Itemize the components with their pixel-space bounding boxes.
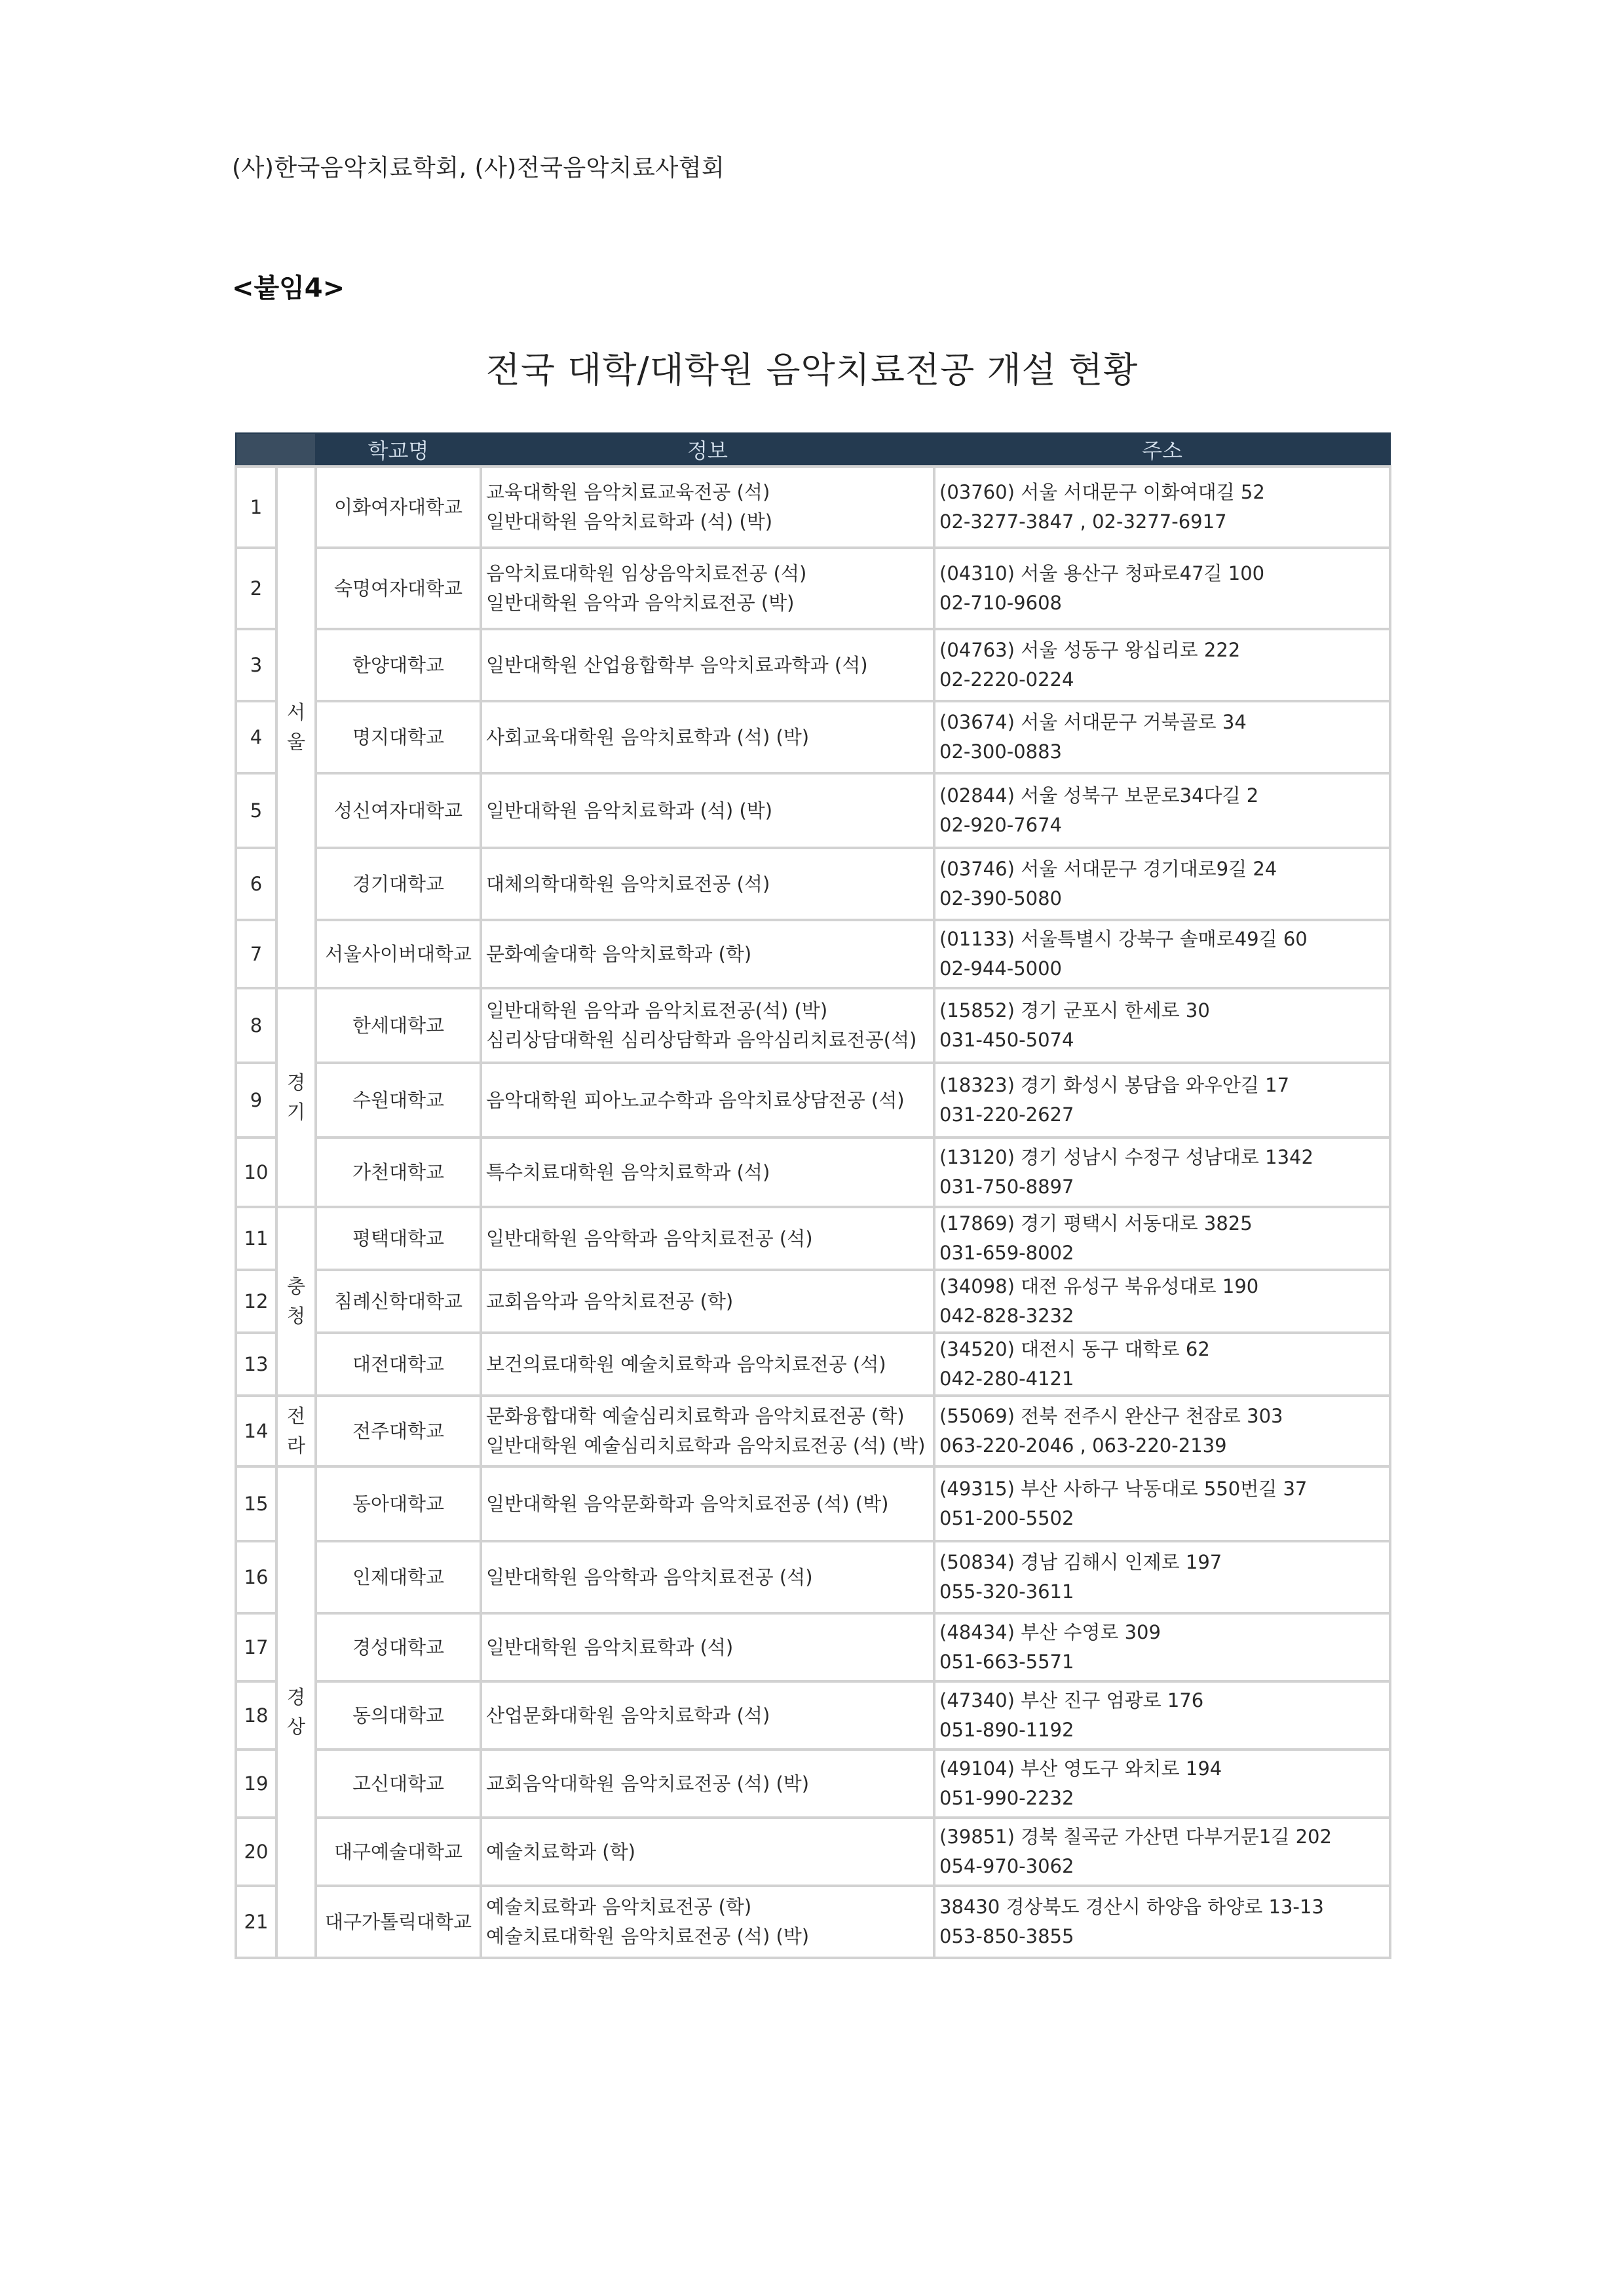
table-row [236,1207,1390,1270]
address-line: (34520) 대전시 동구 대학로 62 [939,1338,1210,1361]
attachment-label: <붙임4> [232,273,345,303]
row-number: 12 [236,1270,276,1333]
address-info [934,1270,1390,1333]
program-line: 일반대학원 예술심리치료학과 음악치료전공 (석) (박) [486,1434,926,1457]
organization-line: (사)한국음악치료학회, (사)전국음악치료사협회 [232,155,725,182]
row-number: 21 [236,1886,276,1958]
school-name: 동의대학교 [316,1681,481,1750]
program-line: 음악치료대학원 임상음악치료전공 (석) [486,562,807,585]
program-info [481,1396,934,1466]
address-info [934,629,1390,701]
phone-line: 031-750-8897 [939,1176,1074,1198]
program-line: 일반대학원 음악학과 음악치료전공 (석) [486,1227,813,1250]
address-line: (03674) 서울 서대문구 거북골로 34 [939,711,1247,734]
school-name: 동아대학교 [316,1466,481,1541]
table-row [236,1818,1390,1886]
address-line: (15852) 경기 군포시 한세로 30 [939,999,1210,1022]
address-line: (50834) 경남 김해시 인제로 197 [939,1551,1222,1574]
address-info [934,848,1390,920]
address-info [934,1886,1390,1958]
school-name: 대구예술대학교 [316,1818,481,1886]
program-line: 일반대학원 음악문화학과 음악치료전공 (석) (박) [486,1492,889,1515]
program-info [481,1063,934,1138]
address-info [934,1333,1390,1396]
row-number: 17 [236,1613,276,1681]
program-info [481,988,934,1063]
phone-line: 031-450-5074 [939,1029,1074,1051]
table-row [236,1681,1390,1750]
program-line: 문화융합대학 예술심리치료학과 음악치료전공 (학) [486,1405,905,1428]
school-name: 이화여자대학교 [316,467,481,548]
program-line: 산업문화대학원 음악치료학과 (석) [486,1704,770,1727]
phone-line: 02-2220-0224 [939,668,1074,691]
phone-line: 054-970-3062 [939,1855,1074,1877]
address-info [934,1466,1390,1541]
table-row [236,848,1390,920]
table-row [236,1138,1390,1207]
program-info [481,1750,934,1818]
phone-line: 063-220-2046 , 063-220-2139 [939,1434,1227,1457]
program-line: 일반대학원 음악과 음악치료전공(석) (박) [486,999,828,1022]
program-info [481,629,934,701]
school-name: 가천대학교 [316,1138,481,1207]
table-row [236,1396,1390,1466]
table-body [236,467,1390,1958]
program-info [481,1681,934,1750]
program-info [481,1613,934,1681]
school-name: 성신여자대학교 [316,773,481,848]
header-blank [236,433,316,467]
region-cell: 전라 [276,1396,316,1466]
document-title: 전국 대학/대학원 음악치료전공 개설 현황 [485,349,1139,391]
phone-line: 031-220-2627 [939,1103,1074,1126]
address-info [934,548,1390,629]
program-info [481,848,934,920]
school-name: 인제대학교 [316,1541,481,1613]
row-number: 9 [236,1063,276,1138]
phone-line: 051-990-2232 [939,1787,1074,1809]
row-number: 11 [236,1207,276,1270]
program-line: 대체의학대학원 음악치료전공 (석) [486,872,770,895]
address-line: (34098) 대전 유성구 북유성대로 190 [939,1275,1259,1298]
program-info [481,467,934,548]
address-line: (48434) 부산 수영로 309 [939,1621,1161,1644]
school-name: 서울사이버대학교 [316,920,481,988]
program-line: 음악대학원 피아노교수학과 음악치료상담전공 (석) [486,1088,905,1111]
table-row [236,1466,1390,1541]
address-line: 38430 경상북도 경산시 하양읍 하양로 13-13 [939,1896,1324,1919]
table-row [236,467,1390,548]
program-line: 일반대학원 음악치료학과 (석) (박) [486,510,773,533]
program-info [481,1541,934,1613]
program-line: 일반대학원 산업융합학부 음악치료과학과 (석) [486,653,868,676]
region-cell: 경상 [276,1466,316,1958]
row-number: 10 [236,1138,276,1207]
program-line: 예술치료학과 음악치료전공 (학) [486,1896,752,1919]
school-name: 고신대학교 [316,1750,481,1818]
row-number: 20 [236,1818,276,1886]
school-name: 침례신학대학교 [316,1270,481,1333]
program-line: 교회음악과 음악치료전공 (학) [486,1290,734,1312]
table-row [236,920,1390,988]
row-number: 3 [236,629,276,701]
address-line: (55069) 전북 전주시 완산구 천잠로 303 [939,1405,1283,1428]
address-line: (18323) 경기 화성시 봉담읍 와우안길 17 [939,1074,1290,1097]
program-line: 교육대학원 음악치료교육전공 (석) [486,481,770,504]
program-line: 일반대학원 음악치료학과 (석) [486,1636,734,1658]
address-line: (04310) 서울 용산구 청파로47길 100 [939,562,1265,585]
program-line: 예술치료대학원 음악치료전공 (석) (박) [486,1925,810,1947]
phone-line: 02-710-9608 [939,592,1062,614]
phone-line: 02-3277-3847 , 02-3277-6917 [939,510,1227,533]
address-info [934,920,1390,988]
table-row [236,1613,1390,1681]
row-number: 5 [236,773,276,848]
program-line: 예술치료학과 (학) [486,1840,635,1863]
region-cell: 충청 [276,1207,316,1396]
phone-line: 02-300-0883 [939,740,1062,763]
school-table [235,432,1391,1959]
phone-line: 051-200-5502 [939,1507,1074,1529]
row-number: 13 [236,1333,276,1396]
school-name: 평택대학교 [316,1207,481,1270]
phone-line: 02-390-5080 [939,887,1062,909]
address-line: (03760) 서울 서대문구 이화여대길 52 [939,481,1265,504]
address-info [934,701,1390,773]
table-row [236,1750,1390,1818]
header-address: 주소 [934,433,1390,467]
region-cell: 서울 [276,467,316,988]
program-line: 보건의료대학원 예술치료학과 음악치료전공 (석) [486,1352,886,1375]
address-info [934,773,1390,848]
address-line: (01133) 서울특별시 강북구 솔매로49길 60 [939,928,1308,951]
row-number: 16 [236,1541,276,1613]
address-line: (49104) 부산 영도구 와치로 194 [939,1757,1222,1780]
program-info [481,1333,934,1396]
program-line: 심리상담대학원 심리상담학과 음악심리치료전공(석) [486,1029,917,1051]
phone-line: 051-663-5571 [939,1651,1074,1673]
address-info [934,1613,1390,1681]
address-line: (39851) 경북 칠곡군 가산면 다부거문1길 202 [939,1826,1332,1848]
program-info [481,920,934,988]
program-info [481,1138,934,1207]
table-row [236,1063,1390,1138]
address-line: (17869) 경기 평택시 서동대로 3825 [939,1212,1253,1235]
address-info [934,1750,1390,1818]
region-cell: 경기 [276,988,316,1207]
address-info [934,1541,1390,1613]
phone-line: 055-320-3611 [939,1580,1074,1603]
address-line: (04763) 서울 성동구 왕십리로 222 [939,639,1241,662]
table-row [236,1886,1390,1958]
program-line: 일반대학원 음악학과 음악치료전공 (석) [486,1565,813,1588]
school-name: 한양대학교 [316,629,481,701]
program-line: 특수치료대학원 음악치료학과 (석) [486,1160,770,1183]
address-info [934,988,1390,1063]
row-number: 1 [236,467,276,548]
table-row [236,1270,1390,1333]
row-number: 19 [236,1750,276,1818]
row-number: 6 [236,848,276,920]
row-number: 4 [236,701,276,773]
row-number: 8 [236,988,276,1063]
program-line: 문화예술대학 음악치료학과 (학) [486,942,752,965]
table-header-row [236,433,1390,467]
phone-line: 053-850-3855 [939,1925,1074,1947]
program-line: 일반대학원 음악과 음악치료전공 (박) [486,592,795,614]
school-name: 전주대학교 [316,1396,481,1466]
school-name: 경기대학교 [316,848,481,920]
program-info [481,1270,934,1333]
program-info [481,1466,934,1541]
table-row [236,988,1390,1063]
school-name: 경성대학교 [316,1613,481,1681]
program-info [481,1207,934,1270]
table-row [236,701,1390,773]
program-info [481,1886,934,1958]
program-line: 교회음악대학원 음악치료전공 (석) (박) [486,1772,810,1795]
phone-line: 051-890-1192 [939,1719,1074,1741]
school-name: 숙명여자대학교 [316,548,481,629]
table-row [236,1333,1390,1396]
program-info [481,773,934,848]
address-line: (03746) 서울 서대문구 경기대로9길 24 [939,858,1277,881]
address-info [934,1138,1390,1207]
address-line: (47340) 부산 진구 엄광로 176 [939,1689,1204,1712]
school-name: 대전대학교 [316,1333,481,1396]
program-line: 일반대학원 음악치료학과 (석) (박) [486,799,773,822]
table-row [236,548,1390,629]
phone-line: 042-828-3232 [939,1305,1074,1327]
header-info: 정보 [481,433,934,467]
school-name: 대구가톨릭대학교 [316,1886,481,1958]
address-line: (02844) 서울 성북구 보문로34다길 2 [939,784,1259,807]
table-row [236,1541,1390,1613]
school-name: 수원대학교 [316,1063,481,1138]
address-info [934,1396,1390,1466]
phone-line: 02-944-5000 [939,957,1062,980]
row-number: 7 [236,920,276,988]
address-info [934,467,1390,548]
row-number: 15 [236,1466,276,1541]
table-row [236,629,1390,701]
address-info [934,1681,1390,1750]
school-name: 한세대학교 [316,988,481,1063]
phone-line: 031-659-8002 [939,1242,1074,1264]
address-line: (49315) 부산 사하구 낙동대로 550번길 37 [939,1478,1308,1501]
program-line: 사회교육대학원 음악치료학과 (석) (박) [486,725,810,748]
row-number: 14 [236,1396,276,1466]
phone-line: 02-920-7674 [939,814,1062,836]
address-line: (13120) 경기 성남시 수정구 성남대로 1342 [939,1146,1313,1169]
row-number: 2 [236,548,276,629]
address-info [934,1063,1390,1138]
school-name: 명지대학교 [316,701,481,773]
address-info [934,1207,1390,1270]
program-info [481,1818,934,1886]
phone-line: 042-280-4121 [939,1368,1074,1390]
header-school: 학교명 [316,433,481,467]
program-info [481,701,934,773]
row-number: 18 [236,1681,276,1750]
table-row [236,773,1390,848]
address-info [934,1818,1390,1886]
program-info [481,548,934,629]
